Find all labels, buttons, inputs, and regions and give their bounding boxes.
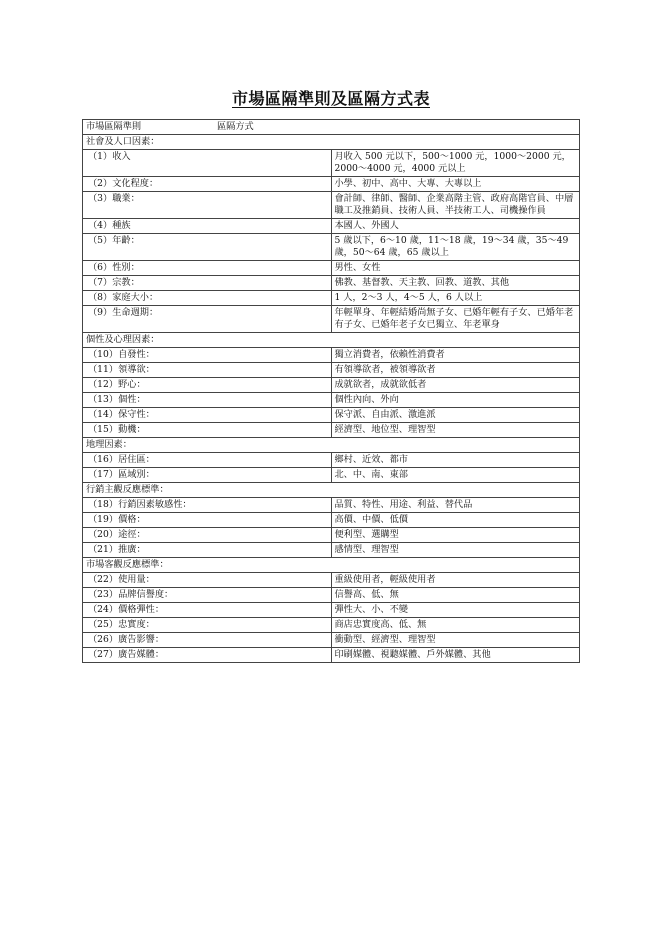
section-heading: 個性及心理因素：	[83, 333, 580, 348]
segmentation-method: 本國人、外國人	[331, 219, 580, 234]
table-row	[83, 306, 580, 333]
criterion-label: （9）生命週期：	[83, 306, 332, 333]
segmentation-method: 彈性大、小、不變	[331, 603, 580, 618]
segmentation-method: 北、中、南、東部	[331, 468, 580, 483]
criterion-label: （20）途徑：	[83, 528, 332, 543]
segmentation-method: 月收入 500 元以下，500～1000 元，1000～2000 元，2000～4000 元，4000 元以上	[331, 150, 580, 177]
criterion-label: （5）年齡：	[83, 234, 332, 261]
segmentation-method: 重級使用者，輕級使用者	[331, 573, 580, 588]
segmentation-method: 小學、初中、高中、大專、大專以上	[331, 177, 580, 192]
criterion-label: （21）推廣：	[83, 543, 332, 558]
section-heading: 行銷主觀反應標準：	[83, 483, 580, 498]
table-header-row	[83, 120, 580, 135]
header-method: 區隔方式	[217, 121, 254, 132]
table-row	[83, 423, 580, 438]
criterion-label: （23）品牌信譽度：	[83, 588, 332, 603]
section-row	[83, 438, 580, 453]
table-row	[83, 291, 580, 306]
segmentation-method: 信譽高、低、無	[331, 588, 580, 603]
segmentation-method: 鄉村、近效、都市	[331, 453, 580, 468]
table-row	[83, 363, 580, 378]
criterion-label: （13）個性：	[83, 393, 332, 408]
segmentation-method: 印刷媒體、視聽媒體、戶外媒體、其他	[331, 648, 580, 663]
segmentation-method: 品質、特性、用途、利益、替代品	[331, 498, 580, 513]
section-row	[83, 333, 580, 348]
criterion-label: （8）家庭大小：	[83, 291, 332, 306]
table-row	[83, 618, 580, 633]
segmentation-method: 1 人，2～3 人，4～5 人，6 人以上	[331, 291, 580, 306]
criterion-label: （19）價格：	[83, 513, 332, 528]
table-row	[83, 276, 580, 291]
table-row	[83, 348, 580, 363]
criterion-label: （12）野心：	[83, 378, 332, 393]
segmentation-method: 衝動型、經濟型、理智型	[331, 633, 580, 648]
table-row	[83, 648, 580, 663]
criterion-label: （4）種族	[83, 219, 332, 234]
segmentation-method: 經濟型、地位型、理智型	[331, 423, 580, 438]
criterion-label: （27）廣告媒體：	[83, 648, 332, 663]
segmentation-method: 個性內向、外向	[331, 393, 580, 408]
page-title	[0, 86, 662, 109]
segmentation-method: 獨立消費者，依賴性消費者	[331, 348, 580, 363]
criterion-label: （14）保守性：	[83, 408, 332, 423]
segmentation-method: 便利型、選購型	[331, 528, 580, 543]
segmentation-method: 有領導欲者，被領導欲者	[331, 363, 580, 378]
segmentation-method: 感情型、理智型	[331, 543, 580, 558]
table-row	[83, 378, 580, 393]
criterion-label: （24）價格彈性：	[83, 603, 332, 618]
section-heading: 市場客觀反應標準：	[83, 558, 580, 573]
table-header-cell	[83, 120, 580, 135]
table-row	[83, 408, 580, 423]
criterion-label: （7）宗教：	[83, 276, 332, 291]
section-row	[83, 135, 580, 150]
table-row	[83, 573, 580, 588]
segmentation-method: 男性、女性	[331, 261, 580, 276]
criterion-label: （2）文化程度：	[83, 177, 332, 192]
segmentation-method: 佛教、基督教、天主教、回教、道教、其他	[331, 276, 580, 291]
criterion-label: （1）收入	[83, 150, 332, 177]
table-row	[83, 633, 580, 648]
criterion-label: （17）區域別：	[83, 468, 332, 483]
section-heading: 社會及人口因素：	[83, 135, 580, 150]
table-row	[83, 192, 580, 219]
criterion-label: （16）居住區：	[83, 453, 332, 468]
segmentation-method: 成就欲者，成就欲低者	[331, 378, 580, 393]
table-row	[83, 150, 580, 177]
header-criterion: 市場區隔準則	[86, 121, 142, 132]
table-row	[83, 588, 580, 603]
table-row	[83, 513, 580, 528]
page-title-text: 市場區隔準則及區隔方式表	[231, 89, 430, 108]
table-row	[83, 393, 580, 408]
segmentation-table	[82, 119, 580, 663]
criterion-label: （6）性別：	[83, 261, 332, 276]
segmentation-method: 會計師、律師、醫師、企業高階主管、政府高階官員、中層職工及推銷員、技術人員、半技術工人、司機操作員	[331, 192, 580, 219]
criterion-label: （10）自發性：	[83, 348, 332, 363]
criterion-label: （3）職業：	[83, 192, 332, 219]
table-row	[83, 498, 580, 513]
table-row	[83, 219, 580, 234]
table-row	[83, 543, 580, 558]
segmentation-method: 商店忠實度高、低、無	[331, 618, 580, 633]
segmentation-method: 年輕單身、年輕結婚尚無子女、已婚年輕有子女、已婚年老有子女、已婚年老子女已獨立、年老單身	[331, 306, 580, 333]
section-row	[83, 483, 580, 498]
table-row	[83, 177, 580, 192]
criterion-label: （18）行銷因素敏感性：	[83, 498, 332, 513]
table-row	[83, 261, 580, 276]
table-row	[83, 468, 580, 483]
criterion-label: （25）忠實度：	[83, 618, 332, 633]
section-heading: 地理因素：	[83, 438, 580, 453]
table-row	[83, 453, 580, 468]
criterion-label: （15）動機：	[83, 423, 332, 438]
segmentation-method: 高價、中價、低價	[331, 513, 580, 528]
table-row	[83, 234, 580, 261]
table-row	[83, 603, 580, 618]
criterion-label: （22）使用量：	[83, 573, 332, 588]
segmentation-method: 5 歲以下，6～10 歲，11～18 歲，19～34 歲，35～49 歲，50～64 歲，65 歲以上	[331, 234, 580, 261]
segmentation-method: 保守派、自由派、激進派	[331, 408, 580, 423]
criterion-label: （26）廣告影響：	[83, 633, 332, 648]
section-row	[83, 558, 580, 573]
table-row	[83, 528, 580, 543]
criterion-label: （11）領導欲：	[83, 363, 332, 378]
